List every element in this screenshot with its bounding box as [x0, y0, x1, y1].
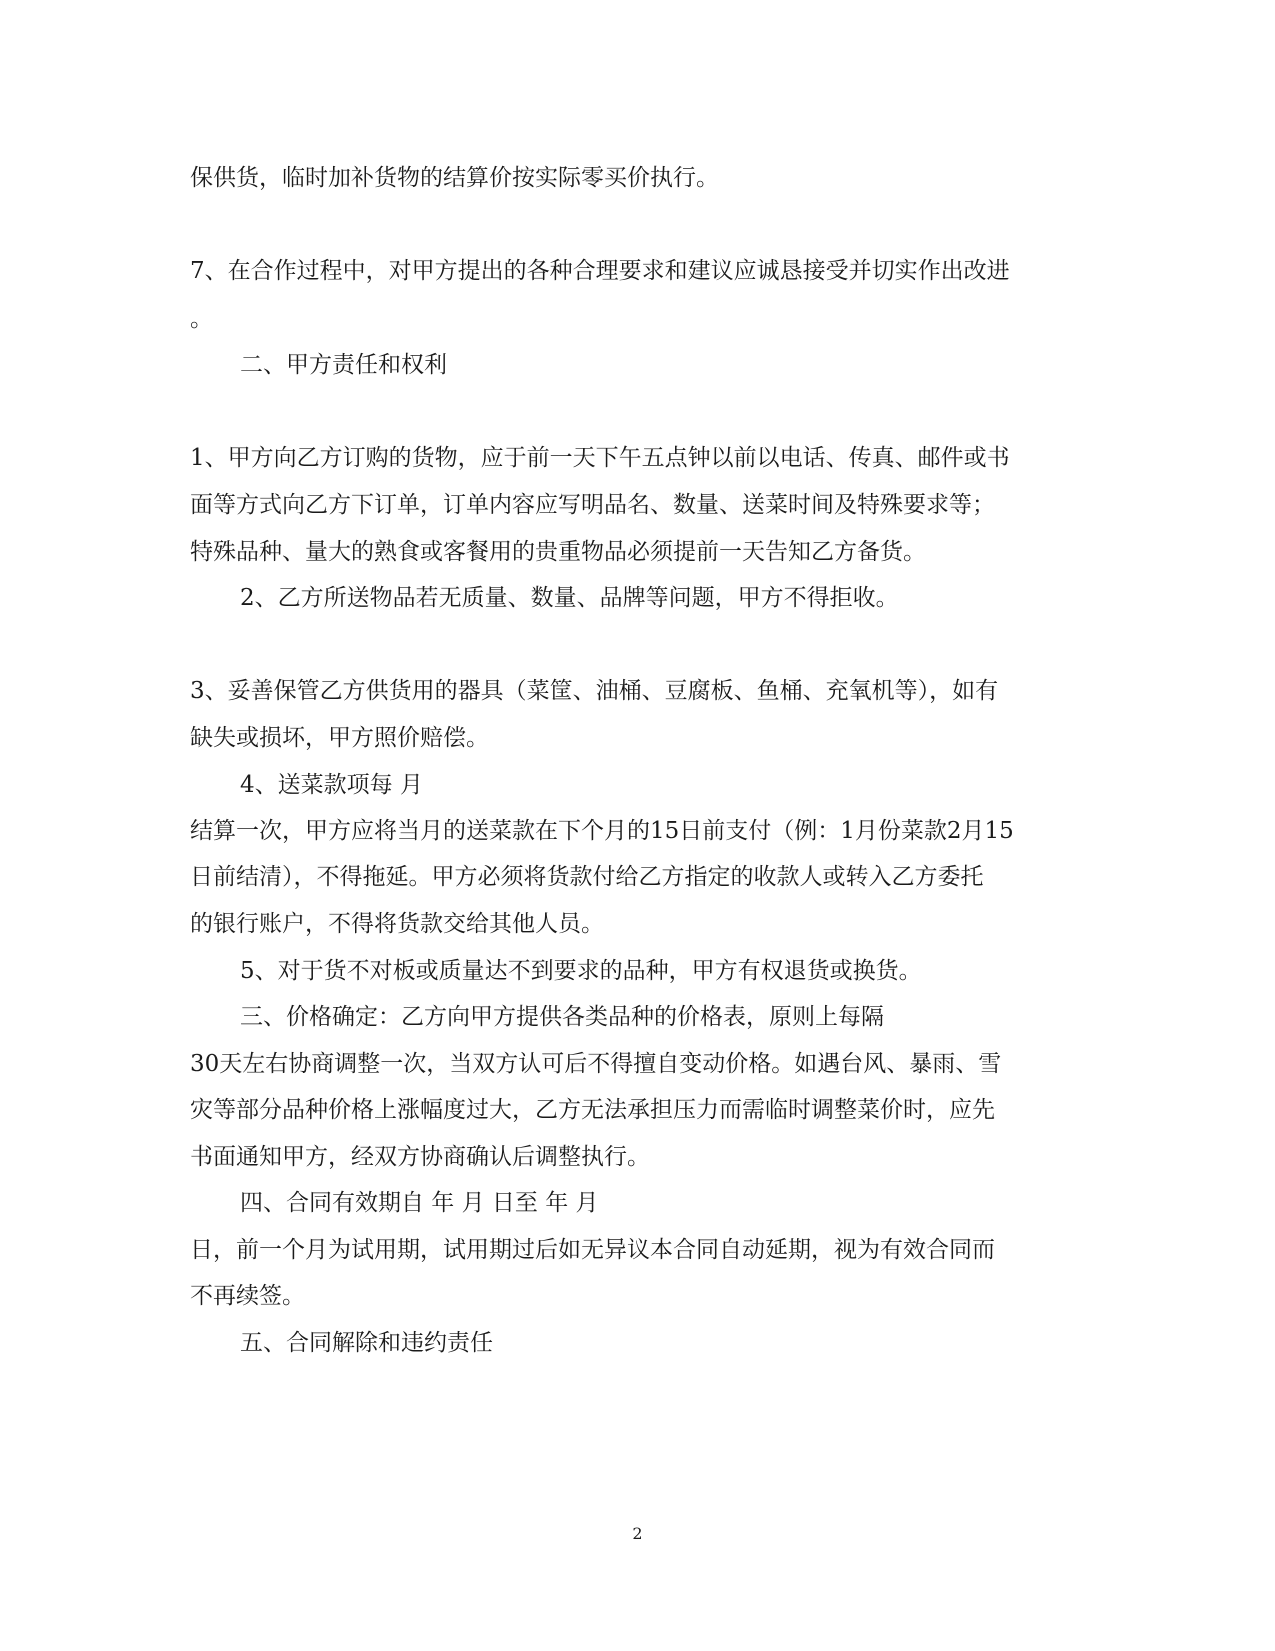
paragraph-line: 灾等部分品种价格上涨幅度过大，乙方无法承担压力而需临时调整菜价时，应先 [190, 1097, 995, 1123]
paragraph-line: 2、乙方所送物品若无质量、数量、品牌等问题，甲方不得拒收。 [240, 585, 899, 611]
paragraph-line: 日前结清），不得拖延。甲方必须将货款付给乙方指定的收款人或转入乙方委托 [190, 864, 984, 890]
page-number: 2 [632, 1524, 643, 1543]
section-heading: 四、合同有效期自 年 月 日至 年 月 [240, 1190, 599, 1216]
section-heading: 五、合同解除和违约责任 [240, 1330, 493, 1356]
paragraph-line: 日，前一个月为试用期，试用期过后如无异议本合同自动延期，视为有效合同而 [190, 1237, 995, 1263]
section-heading: 三、价格确定：乙方向甲方提供各类品种的价格表，原则上每隔 [240, 1004, 884, 1030]
paragraph-line: 不再续签。 [190, 1283, 305, 1309]
paragraph-line: 3、妥善保管乙方供货用的器具（菜筐、油桶、豆腐板、鱼桶、充氧机等），如有 [190, 678, 999, 704]
paragraph-line: 保供货，临时加补货物的结算价按实际零买价执行。 [190, 165, 719, 191]
paragraph-line: 的银行账户，不得将货款交给其他人员。 [190, 911, 604, 937]
paragraph-line: 1、甲方向乙方订购的货物，应于前一天下午五点钟以前以电话、传真、邮件或书 [190, 445, 1010, 471]
paragraph-line: 5、对于货不对板或质量达不到要求的品种，甲方有权退货或换货。 [240, 958, 922, 984]
paragraph-line: 书面通知甲方，经双方协商确认后调整执行。 [190, 1144, 650, 1170]
paragraph-line: 特殊品种、量大的熟食或客餐用的贵重物品必须提前一天告知乙方备货。 [190, 539, 926, 565]
paragraph-line: 。 [190, 306, 213, 332]
paragraph-line: 结算一次，甲方应将当月的送菜款在下个月的15日前支付（例：1月份菜款2月15 [190, 818, 1014, 844]
paragraph-line: 面等方式向乙方下订单，订单内容应写明品名、数量、送菜时间及特殊要求等； [190, 492, 995, 518]
paragraph-line: 缺失或损坏，甲方照价赔偿。 [190, 725, 489, 751]
paragraph-line: 4、送菜款项每 月 [240, 772, 423, 798]
paragraph-line: 7、在合作过程中，对甲方提出的各种合理要求和建议应诚恳接受并切实作出改进 [190, 258, 1010, 284]
section-heading: 二、甲方责任和权利 [240, 352, 447, 378]
paragraph-line: 30天左右协商调整一次，当双方认可后不得擅自变动价格。如遇台风、暴雨、雪 [190, 1051, 1002, 1077]
